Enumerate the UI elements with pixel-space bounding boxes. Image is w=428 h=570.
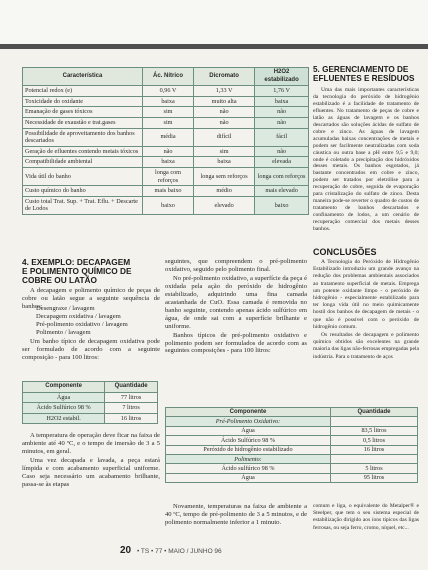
list-item: Desengraxe / lavagem: [36, 305, 95, 312]
table-row: [23, 117, 309, 128]
table-cell: não: [194, 107, 255, 118]
table-cell: 0,96 V: [142, 86, 193, 97]
column-header: Quantidade: [105, 382, 158, 393]
table-cell: baixa: [194, 157, 255, 168]
table-cell: baixa: [142, 157, 193, 168]
table-row: Ácido Sulfúrico 98 % 7 litros: [23, 403, 158, 414]
polishing-composition-table: [165, 407, 418, 483]
section4-intro: A decapagem e polimento químico de peças de cobre ou latão segue a seguinte sequência de banhos:: [22, 287, 160, 310]
comparison-table: [22, 67, 309, 215]
table-cell: não: [142, 146, 193, 157]
table-cell: longa sem reforços: [194, 167, 255, 185]
page-footer: [120, 545, 320, 556]
table-cell: sim: [194, 146, 255, 157]
page-number: 20: [120, 545, 132, 556]
table-row: [23, 146, 309, 157]
table-cell: baixo: [255, 196, 309, 214]
row-label: Potencial redox (e): [23, 86, 143, 97]
table-group-row: Pré-Polimento Oxidativo:: [166, 417, 418, 426]
table-cell: não: [255, 117, 309, 128]
table-cell: baixa: [142, 96, 193, 107]
column-header: Componente: [23, 382, 105, 393]
column-header: Componente: [166, 408, 331, 417]
table-cell: 1,33 V: [194, 86, 255, 97]
section4-para3: A temperatura de operação deve ficar na faixa de ambiente até 40 ºC, e o tempo de imersão de 3 a 5 minutos, em geral. Uma vez decapada e lavada, a peça estará límpida e com acabamento superficial uniforme. Caso seja necessário um acabamento brilhante, passa-se às etapas: [22, 432, 160, 488]
row-label: Custo total Trat. Sup. + Trat. Eflu. + Descarte de Lodos: [23, 196, 143, 214]
table-row: H2O2 estabil. 16 litros: [23, 413, 158, 424]
header-rule: [0, 44, 428, 49]
table-row: [23, 86, 309, 97]
table-cell: baixa: [255, 96, 309, 107]
column-header: H2O2 estabilizado: [255, 68, 309, 86]
row-label: Vida útil do banho: [23, 167, 143, 185]
column-header: Dicromato: [194, 68, 255, 86]
page-top-margin: [0, 0, 428, 44]
row-label: Necessidade de exaustão e trat.gases: [23, 117, 143, 128]
table-header-row: [23, 68, 309, 86]
bottom-right-text: comum e liga, o equivalente do Metalper® e Steelper, que tem o seu sistema especial de estabilização dirigido aos íons típicos das ligas ferrosas, ou seja ferro, cromo, níquel, etc...: [313, 503, 419, 531]
row-label: Toxicidade do oxidante: [23, 96, 143, 107]
row-label: Possibilidade de aproveitamento dos banhos descartados: [23, 128, 143, 146]
table-cell: média: [142, 128, 193, 146]
bottom-middle-text: Novamente, temperaturas na faixa de ambiente a 40 ºC, tempo de pré-polimento de 3 a 5 minutos, e de polimento normalmente inferior a 1 minuto.: [165, 503, 307, 526]
issue-info: • TS • 77 • MAIO / JUNHO 96: [136, 548, 222, 555]
table-row: [23, 157, 309, 168]
section4-heading: 4. EXEMPLO: DECAPAGEM E POLIMENTO QUÍMICO DE COBRE OU LATÃO: [22, 257, 132, 285]
column-header: Ác. Nítrico: [142, 68, 193, 86]
table-row: [23, 96, 309, 107]
column-header: Quantidade: [331, 408, 418, 417]
table-cell: 1,76 V: [255, 86, 309, 97]
table-cell: fácil: [255, 128, 309, 146]
conclusions-heading: CONCLUSÕES: [313, 247, 377, 257]
row-label: Emanação de gases tóxicos: [23, 107, 143, 118]
table-row: [23, 107, 309, 118]
table-row: Peróxido de hidrogênio estabilizado 16 litros: [166, 445, 418, 454]
table-cell: elevada: [255, 157, 309, 168]
section5-text: Uma das mais importantes características da tecnologia do peróxido de hidrogênio estabilizado é a facilidade de tratamento de efluentes. No tratamento de peças de cobre e latão as águas de lavagem e os banhos descartados são soluções ácidas de sulfato de cobre e zinco. As águas de lavagem acumuladas baixas concentrações de metais e podem ser facilmente neutralizadas com soda cáustica ou outra base a pH entre 9,5 e 9,0; onde é coletado a precipitação dos hidróxidos desses metais. Os banhos esgotados, já bastante concentrados em cobre e zinco, podem ser tratados por eletrólise para a recuperação de cobre, seguida de evaporação para cristalização do sulfato de zinco. Desta maneira pode-se reverter o quadro de custos de tratamento de banhos descartados e confinamento de lodos, a um cenário de recuperação comercial dos metais desses banhos.: [313, 87, 419, 233]
table-cell: baixo: [142, 196, 193, 214]
table-row: Água 95 litros: [166, 473, 418, 482]
row-label: Compatibilidade ambiental: [23, 157, 143, 168]
bath-sequence-list: [22, 305, 160, 337]
table-cell: mais elevado: [255, 186, 309, 197]
column-header: Característica: [23, 68, 143, 86]
table-cell: muito alta: [194, 96, 255, 107]
row-label: Custo químico do banho: [23, 186, 143, 197]
table-cell: sim: [142, 117, 193, 128]
table-group-row: Polimento:: [166, 454, 418, 463]
conclusions-text: A Tecnologia do Peróxido de Hidrogênio Estabilizado introduziu um grande avanço na redução dos problemas ambientais associados ao tratamento superficial de metais. Emprega um potente oxidante limpo - o peróxido de hidrogênio - especialmente estabilizado para ter longa vida útil no meio quimicamente hostil dos banhos de decapagem de metais - o que não é possível com o peróxido de hidrogênio comum. Os resultados de decapagem e polimento químico obtidos são excelentes na grande maioria das ligas não-ferrosas empregadas pela indústria. Para o tratamento de aços: [313, 259, 419, 360]
table-row: [23, 128, 309, 146]
section4-para2: Um banho típico de decapagem oxidativa pode ser formulado de acordo com a seguinte composição - para 100 litros:: [22, 338, 160, 361]
table-cell: difícil: [194, 128, 255, 146]
table-cell: não: [255, 146, 309, 157]
table-cell: elevado: [194, 196, 255, 214]
list-item: Polimento / lavagem: [36, 328, 91, 336]
table-cell: médio: [194, 186, 255, 197]
comparison-table-body: [23, 86, 309, 215]
table-row: [23, 196, 309, 214]
table-cell: não: [255, 107, 309, 118]
table-row: [23, 167, 309, 185]
table-cell: não: [194, 117, 255, 128]
table-row: Água 83,5 litros: [166, 426, 418, 435]
table-cell: sim: [142, 107, 193, 118]
list-item: Pré-polimento oxidativo / lavagem: [36, 320, 128, 328]
section5-heading: 5. GERENCIAMENTO DE EFLUENTES E RESÍDUOS: [313, 65, 415, 83]
column2-text: seguintes, que compreendem o pré-polimento oxidativo, seguido pelo polimento final. No pré-polimento oxidativo, a superfície da peça é oxidada pela ação do peróxido de hidrogênio estabilizado, adquirindo uma fina camada acastanhada de CuO. Essa camada é removida no banho seguinte, contendo apenas ácido sulfúrico em água, de onde sai com a superfície brilhante e uniforme. Banhos típicos de pré-polimento oxidativo e polimento podem ser formulados de acordo com as seguintes composições - para 100 litros:: [165, 258, 307, 355]
row-label: Geração de efluentes contendo metais tóxicos: [23, 146, 143, 157]
table-row: [23, 186, 309, 197]
table-row: Ácido Sulfúrico 98 % 0,5 litros: [166, 436, 418, 445]
table-cell: mais baixo: [142, 186, 193, 197]
table-cell: longa com reforços: [142, 167, 193, 185]
pickling-composition-table: [22, 381, 158, 424]
table-row: Ácido sulfúrico 98 % 5 litros: [166, 464, 418, 473]
table-cell: longa com reforços: [255, 167, 309, 185]
table-row: Água 77 litros: [23, 392, 158, 403]
list-item: Decapagem oxidativa / lavagem: [36, 312, 121, 320]
